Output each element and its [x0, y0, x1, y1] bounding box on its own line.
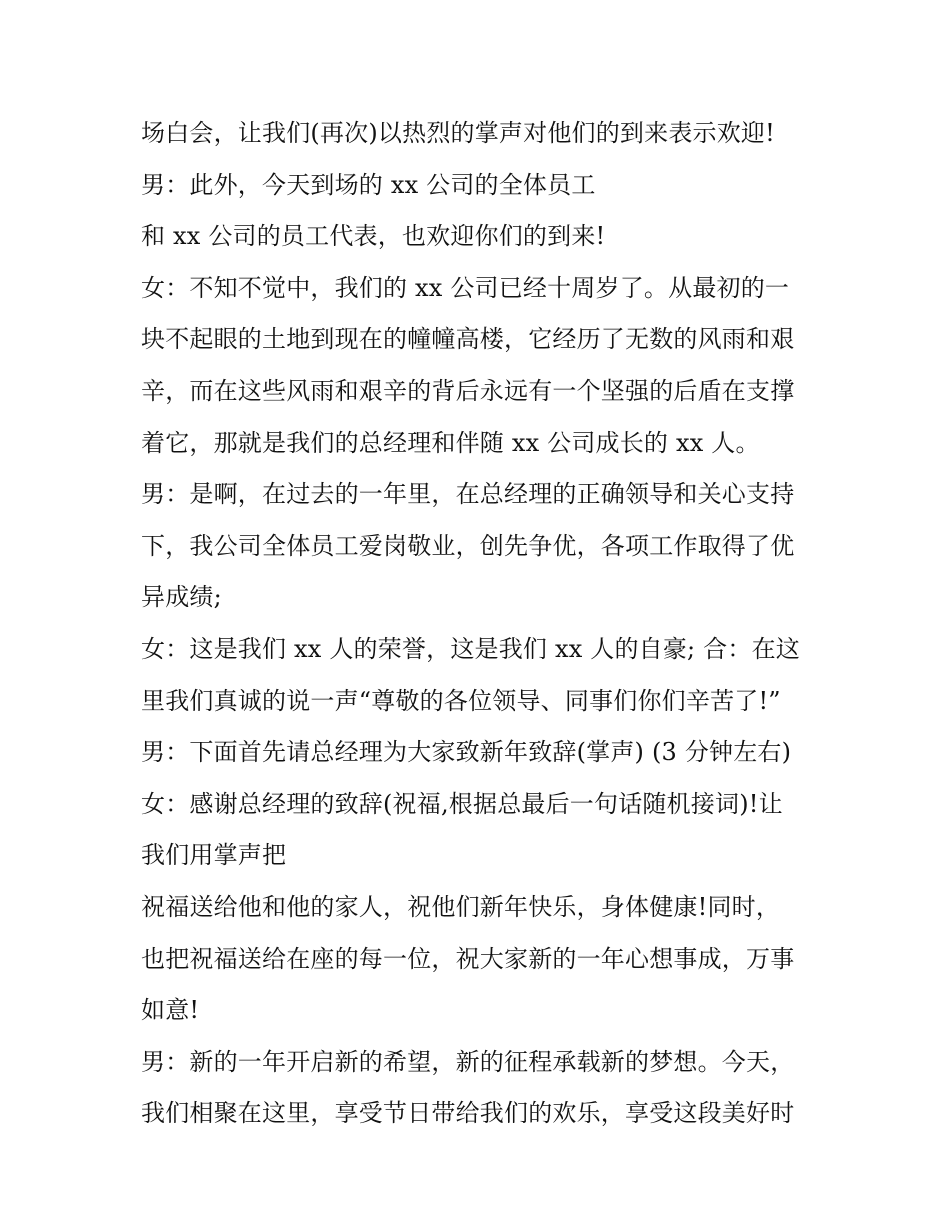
text-line: 块不起眼的土地到现在的幢幢高楼，它经历了无数的风雨和艰 [141, 325, 795, 354]
text-line: 女：这是我们 xx 人的荣誉，这是我们 xx 人的自豪; 合：在这 [141, 634, 800, 663]
text-line: 如意! [141, 996, 200, 1025]
text-line: 男：新的一年开启新的希望，新的征程承载新的梦想。今天， [141, 1047, 795, 1076]
text-line: 下，我公司全体员工爱岗敬业，创先争优，各项工作取得了优 [141, 531, 795, 560]
text-line: 场白会，让我们(再次)以热烈的掌声对他们的到来表示欢迎! [141, 119, 775, 147]
text-line: 着它，那就是我们的总经理和伴随 xx 公司成长的 xx 人。 [141, 428, 760, 457]
text-line: 女：感谢总经理的致辞(祝福,根据总最后一句话随机接词)!让 [141, 789, 783, 818]
text-line: 女：不知不觉中，我们的 xx 公司已经十周岁了。从最初的一 [141, 273, 790, 302]
text-line: 和 xx 公司的员工代表，也欢迎你们的到来! [141, 222, 606, 251]
text-line: 我们相聚在这里，享受节日带给我们的欢乐，享受这段美好时 [141, 1099, 795, 1128]
document-body [141, 108, 841, 1140]
text-line: 祝福送给他和他的家人，祝他们新年快乐，身体健康!同时， [141, 892, 781, 921]
text-line: 异成绩; [141, 583, 222, 612]
text-line: 里我们真诚的说一声“尊敬的各位领导、同事们你们辛苦了!” [141, 686, 781, 715]
text-line: 也把祝福送给在座的每一位，祝大家新的一年心想事成，万事 [141, 944, 795, 973]
text-line: 男：是啊，在过去的一年里，在总经理的正确领导和关心支持 [141, 480, 795, 509]
text-line: 男：此外，今天到场的 xx 公司的全体员工 [141, 170, 596, 199]
text-line: 我们用掌声把 [141, 841, 287, 870]
text-line: 男：下面首先请总经理为大家致新年致辞(掌声) (3 分钟左右) [141, 738, 792, 767]
text-line: 辛，而在这些风雨和艰辛的背后永远有一个坚强的后盾在支撑 [141, 376, 795, 405]
